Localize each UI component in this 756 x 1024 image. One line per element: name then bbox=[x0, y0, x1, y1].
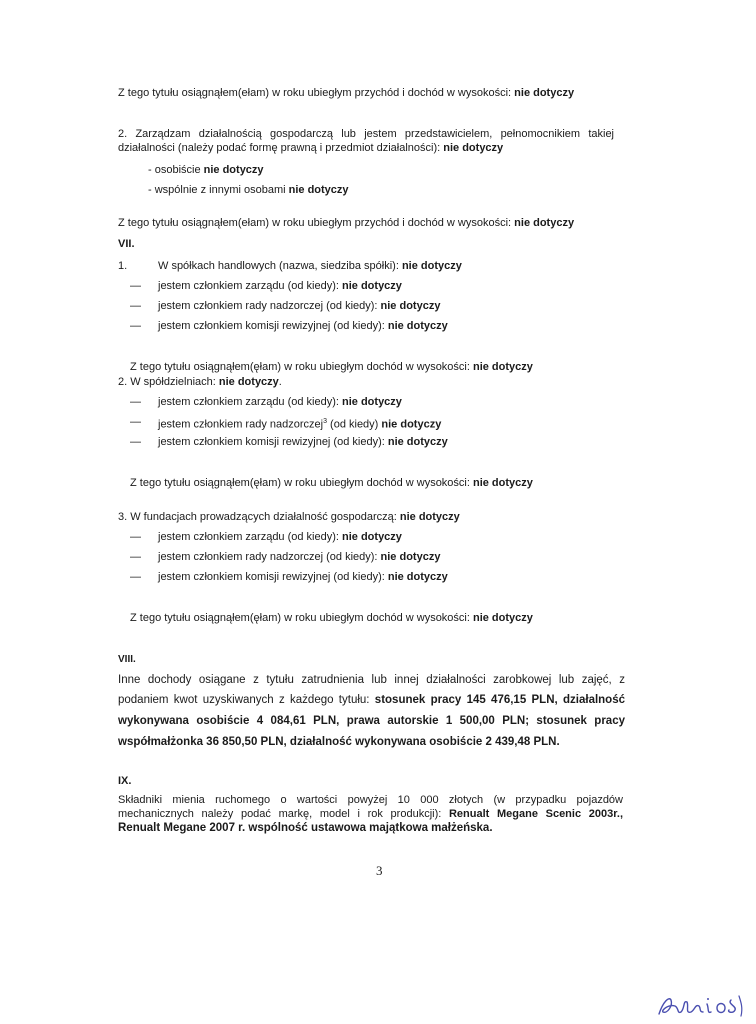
list-item: jestem członkiem zarządu (od kiedy): nie dotyczy bbox=[158, 396, 402, 408]
value-text: nie dotyczy bbox=[342, 280, 402, 292]
list-item: jestem członkiem komisji rewizyjnej (od kiedy): nie dotyczy bbox=[158, 436, 448, 448]
dash-bullet: — bbox=[130, 396, 141, 408]
section-heading-ix: IX. bbox=[118, 775, 132, 787]
value-text: nie dotyczy bbox=[514, 217, 575, 229]
other-income-line-4: współmałżonka 36 850,50 PLN, działalność wykonywana osobiście 2 439,48 PLN. bbox=[118, 736, 560, 748]
list-item: jestem członkiem rady nadzorczej (od kiedy): nie dotyczy bbox=[158, 551, 441, 563]
value-text: nie dotyczy bbox=[288, 184, 349, 196]
business-activity-line-1: 2. Zarządzam działalnością gospodarczą lub jestem przedstawicielem, pełnomocnikiem takiej bbox=[118, 128, 614, 140]
value-text: nie dotyczy bbox=[387, 571, 448, 583]
income-line: Z tego tytułu osiągnąłem(ęłam) w roku ubiegłym dochód w wysokości: nie dotyczy bbox=[130, 612, 533, 624]
foundations-line: 3. W fundacjach prowadzących działalność gospodarczą: nie dotyczy bbox=[118, 511, 460, 523]
value-text: stosunek pracy 145 476,15 PLN, działalność bbox=[374, 694, 625, 706]
dash-bullet: — bbox=[130, 416, 141, 428]
value-text: nie dotyczy bbox=[401, 260, 462, 272]
section-heading-vii: VII. bbox=[118, 238, 135, 250]
value-text: nie dotyczy bbox=[472, 612, 533, 624]
value-text: nie dotyczy bbox=[342, 531, 402, 543]
income-line: Z tego tytułu osiągnąłem(ełam) w roku ubiegłym przychód i dochód w wysokości: nie dotyczy bbox=[118, 217, 575, 229]
dash-bullet: — bbox=[130, 571, 141, 583]
dash-bullet: — bbox=[130, 436, 141, 448]
list-item: jestem członkiem komisji rewizyjnej (od kiedy): nie dotyczy bbox=[158, 571, 448, 583]
value-text: nie dotyczy bbox=[387, 320, 448, 332]
dash-bullet: — bbox=[130, 300, 141, 312]
income-line: Z tego tytułu osiągnąłem(ęłam) w roku ubiegłym dochód w wysokości: nie dotyczy bbox=[130, 361, 533, 373]
page-number: 3 bbox=[376, 863, 383, 878]
dash-bullet: — bbox=[130, 551, 141, 563]
list-item: jestem członkiem zarządu (od kiedy): nie dotyczy bbox=[158, 280, 402, 292]
value-text: Renualt Megane Scenic 2003r., bbox=[448, 808, 624, 820]
value-text: nie dotyczy bbox=[514, 87, 575, 99]
value-text: nie dotyczy bbox=[381, 418, 442, 431]
value-text: nie dotyczy bbox=[443, 142, 504, 154]
value-text: nie dotyczy bbox=[203, 164, 264, 176]
value-text: nie dotyczy bbox=[472, 361, 533, 373]
income-line: Z tego tytułu osiągnąłem(ęłam) w roku ubiegłym dochód w wysokości: nie dotyczy bbox=[130, 477, 533, 489]
signature-image bbox=[655, 990, 750, 1020]
business-activity-item-joint: - wspólnie z innymi osobami nie dotyczy bbox=[148, 184, 349, 196]
cooperatives-line: 2. W spółdzielniach: nie dotyczy. bbox=[118, 376, 282, 388]
list-item: jestem członkiem rady nadzorczej$^3$ (od kiedy) nie dotyczy bbox=[158, 418, 442, 431]
movable-property-line-2: mechanicznych należy podać markę, model i rok produkcji): Renualt Megane Scenic 2003r., bbox=[118, 808, 624, 820]
commercial-companies-line: W spółkach handlowych (nazwa, siedziba spółki): nie dotyczy bbox=[158, 260, 462, 272]
value-text: nie dotyczy bbox=[380, 300, 441, 312]
list-item: jestem członkiem rady nadzorczej (od kiedy): nie dotyczy bbox=[158, 300, 441, 312]
footnote-marker: 3 bbox=[323, 418, 327, 425]
value-text: nie dotyczy bbox=[218, 376, 279, 388]
business-activity-line-2: działalności (należy podać formę prawną i przedmiot działalności): nie dotyczy bbox=[118, 142, 504, 154]
value-text: nie dotyczy bbox=[472, 477, 533, 489]
dash-bullet: — bbox=[130, 531, 141, 543]
other-income-line-3: wykonywana osobiście 4 084,61 PLN, prawa autorskie 1 500,00 PLN; stosunek pracy bbox=[118, 715, 625, 727]
movable-property-line-1: Składniki mienia ruchomego o wartości powyżej 10 000 złotych (w przypadku pojazdów bbox=[118, 794, 623, 806]
list-item: jestem członkiem komisji rewizyjnej (od kiedy): nie dotyczy bbox=[158, 320, 448, 332]
value-text: nie dotyczy bbox=[342, 396, 402, 408]
commercial-companies-number: 1. bbox=[118, 260, 128, 272]
business-activity-item-personal: - osobiście nie dotyczy bbox=[148, 164, 264, 176]
dash-bullet: — bbox=[130, 280, 141, 292]
movable-property-line-3: Renualt Megane 2007 r. wspólność ustawowa majątkowa małżeńska. bbox=[118, 822, 493, 834]
value-text: nie dotyczy bbox=[380, 551, 441, 563]
income-line: Z tego tytułu osiągnąłem(ełam) w roku ubiegłym przychód i dochód w wysokości: nie dotyczy bbox=[118, 87, 575, 99]
dash-bullet: — bbox=[130, 320, 141, 332]
other-income-line-2: podaniem kwot uzyskiwanych z każdego tytułu: stosunek pracy 145 476,15 PLN, działalność bbox=[118, 694, 625, 706]
section-heading-viii: VIII. bbox=[118, 654, 136, 665]
value-text: nie dotyczy bbox=[387, 436, 448, 448]
list-item: jestem członkiem zarządu (od kiedy): nie dotyczy bbox=[158, 531, 402, 543]
other-income-line-1: Inne dochody osiągane z tytułu zatrudnienia lub innej działalności zarobkowej lub zajęć, z bbox=[118, 674, 625, 686]
value-text: nie dotyczy bbox=[399, 511, 460, 523]
